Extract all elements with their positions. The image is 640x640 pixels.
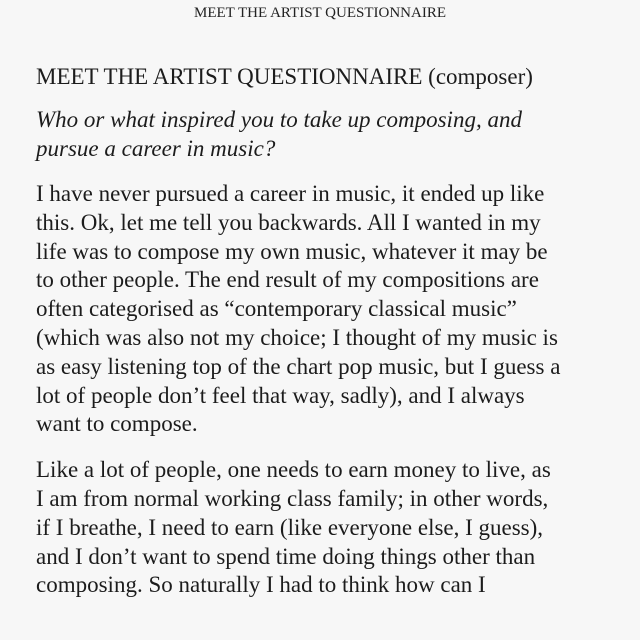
article-title: MEET THE ARTIST QUESTIONNAIRE (composer) [36,64,533,89]
article-content [36,62,616,617]
paragraph-line: Like a lot of people, one needs to earn money to live, as [36,457,551,483]
question-line: Who or what inspired you to take up composing, and [36,107,522,132]
answer-paragraph-1 [36,180,616,439]
paragraph-line: lot of people don’t feel that way, sadly), and I always [36,382,525,408]
paragraph-line: if I breathe, I need to earn (like everyone else, I guess), [36,514,544,540]
paragraph-line: this. Ok, let me tell you backwards. All I wanted in my [36,209,541,235]
paragraph-line: (which was also not my choice; I thought of my music is [36,324,558,350]
paragraph-line: and I don’t want to spend time doing things other than [36,543,536,569]
question-line: pursue a career in music? [36,136,276,161]
answer-paragraph-2 [36,456,616,600]
paragraph-line: life was to compose my own music, whatever it may be [36,238,548,264]
paragraph-line: to other people. The end result of my compositions are [36,267,539,293]
interview-question [36,105,616,163]
paragraph-line: want to compose. [36,411,198,437]
header-title: MEET THE ARTIST QUESTIONNAIRE [193,5,446,21]
paragraph-line: composing. So naturally I had to think how can I [36,572,486,598]
paragraph-line: I am from normal working class family; in other words, [36,485,549,511]
paragraph-line: I have never pursued a career in music, it ended up like [36,181,545,206]
paragraph-line: often categorised as “contemporary classical music” [36,296,517,322]
paragraph-line: as easy listening top of the chart pop music, but I guess a [36,353,561,379]
